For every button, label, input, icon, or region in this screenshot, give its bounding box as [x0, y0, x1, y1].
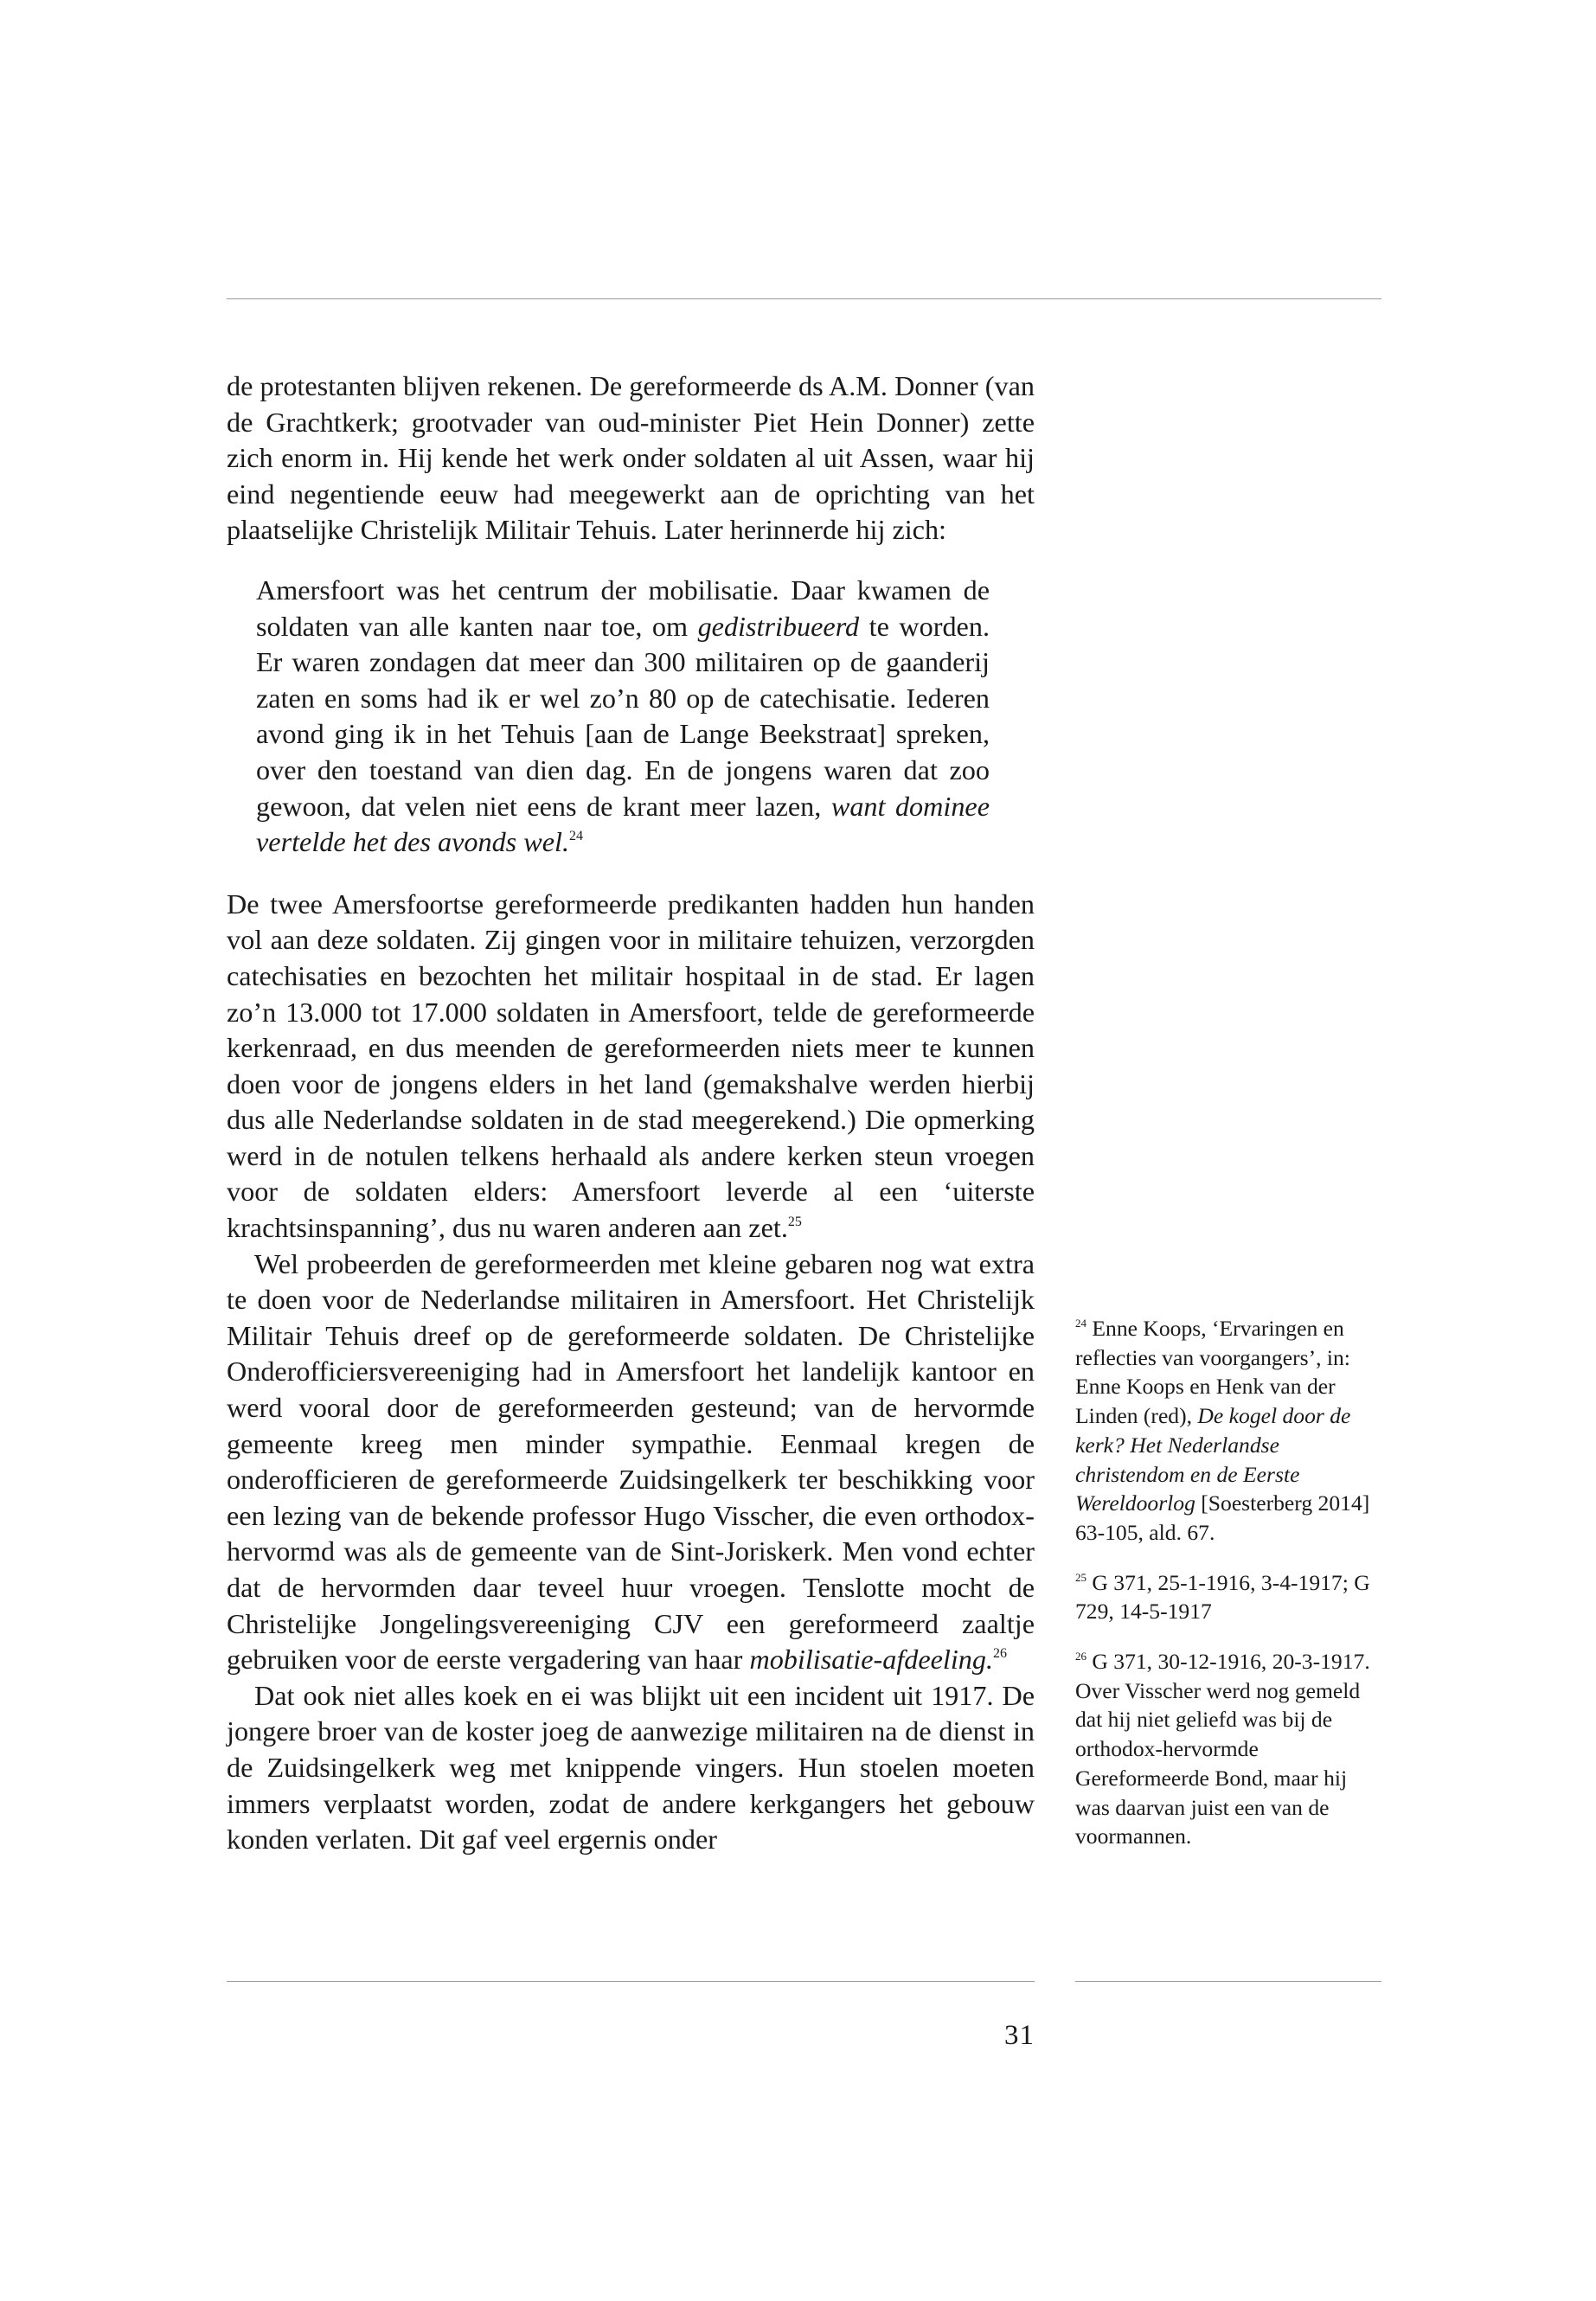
paragraph-4: Dat ook niet alles koek en ei was blijkt uit een incident uit 1917. De jongere broer van de koster joeg de aanwezige militairen na de dienst in de Zuidsingelkerk weg met knippende vingers. Hun stoelen moeten immers verplaatst worden, zodat de andere kerkgangers het gebouw konden verlaten. Dit gaf veel ergernis onder [227, 1679, 1035, 1856]
main-text-column [227, 369, 1035, 1858]
footnote-number: 24 [1075, 1317, 1086, 1330]
block-quote-text [256, 573, 990, 861]
footnotes-column [1075, 1314, 1378, 1872]
page-number: 31 [1004, 2020, 1035, 2051]
paragraph-2 [227, 887, 1035, 1247]
paragraph-1: de protestanten blijven rekenen. De gereformeerde ds A.M. Donner (van de Grachtkerk; grootvader van oud-minister Piet Hein Donner) zette zich enorm in. Hij kende het werk onder soldaten al uit Assen, waar hij eind negentiende eeuw had meegewerkt aan de oprichting van het plaatselijke Christelijk Militair Tehuis. Later herinnerde hij zich: [227, 370, 1035, 546]
footnote-ref-26[interactable]: 26 [993, 1646, 1008, 1662]
quote-text-b: te worden. Er waren zondagen dat meer dan 300 militairen op de gaanderij zaten en soms had ik er wel zo’n 80 op de catechisatie. Iederen avond ging ik in het Tehuis [aan de Lange Beekstraat] spreken, over den toestand van dien dag. En de jongens waren dat zoo gewoon, dat velen niet eens de krant meer lazen, [256, 610, 990, 822]
paragraph-3-emphasis: mobilisatie-afdeeling. [749, 1644, 994, 1676]
footnote-text: G 371, 30-12-1916, 20-3-1917. Over Visscher werd nog gemeld dat hij niet geliefd was bij de orthodox-hervormde Gereformeerde Bond, maar hij was daarvan juist een van de voormannen. [1075, 1649, 1370, 1849]
paragraph-3 [227, 1247, 1035, 1678]
quote-text-a: Amersfoort was het centrum der mobilisatie. Daar kwamen de soldaten van alle kanten naar toe, om [256, 574, 990, 642]
footnote-ref-24[interactable]: 24 [569, 829, 583, 844]
footnote-number: 26 [1075, 1650, 1086, 1663]
footnote-25 [1075, 1568, 1378, 1626]
top-rule [227, 298, 1381, 299]
footnote-ref-25[interactable]: 25 [787, 1215, 802, 1230]
paragraph-2-text: De twee Amersfoortse gereformeerde predikanten hadden hun handen vol aan deze soldaten. Zij gingen voor in militaire tehuizen, verzorgden catechisaties en bezochten het militair hospitaal in de stad. Er lagen zo’n 13.000 tot 17.000 soldaten in Amersfoort, telde de gereformeerde kerkenraad, en dus meenden de gereformeerden niets meer te kunnen doen voor de jongens elders in het land (gemakshalve werden hierbij dus alle Nederlandse soldaten in de stad meegerekend.) Die opmerking werd in de notulen telkens herhaald als andere kerken steun vroegen voor de soldaten elders: Amersfoort leverde al een ‘uiterste krachtsinspanning’, dus nu waren anderen aan zet. [227, 888, 1035, 1244]
footnote-text-end: [Soesterberg 2014] 63-105, ald. 67. [1075, 1490, 1370, 1545]
quote-emphasis-1: gedistribueerd [697, 610, 860, 642]
footnote-text: G 371, 25-1-1916, 3-4-1917; G 729, 14-5-1917 [1075, 1569, 1370, 1625]
quote-emphasis-2: want dominee vertelde het des avonds wel. [256, 790, 990, 858]
footnote-text: Enne Koops, ‘Ervaringen en reflecties van voorgangers’, in: Enne Koops en Henk van der Linden (red), [1075, 1316, 1350, 1429]
footnote-24 [1075, 1314, 1378, 1548]
bottom-rule-notes [1075, 1981, 1381, 1982]
footnote-number: 25 [1075, 1570, 1086, 1584]
bottom-rule-main [227, 1981, 1035, 1982]
footnote-26 [1075, 1647, 1378, 1851]
footnote-title: De kogel door de kerk? Het Nederlandse christendom en de Eerste Wereldoorlog [1075, 1403, 1351, 1516]
paragraph-3-text: Wel probeerden de gereformeerden met kleine gebaren nog wat extra te doen voor de Nederlandse militairen in Amersfoort. Het Christelijk Militair Tehuis dreef op de gereformeerde soldaten. De Christelijke Onderofficiersvereeniging had in Amersfoort het landelijk kantoor en werd vooral door de gereformeerden gesteund; van de hervormde gemeente kreeg men minder sympathie. Eenmaal kregen de onderofficieren de gereformeerde Zuidsingelkerk ter beschikking voor een lezing van de bekende professor Hugo Visscher, die even orthodox-hervormd was als de gemeente van de Sint-Joriskerk. Men vond echter dat de hervormden daar teveel huur vroegen. Tenslotte mocht de Christelijke Jongelingsvereeniging CJV een gereformeerd zaaltje gebruiken voor de eerste vergadering van haar [227, 1247, 1035, 1676]
block-quote [256, 573, 990, 861]
